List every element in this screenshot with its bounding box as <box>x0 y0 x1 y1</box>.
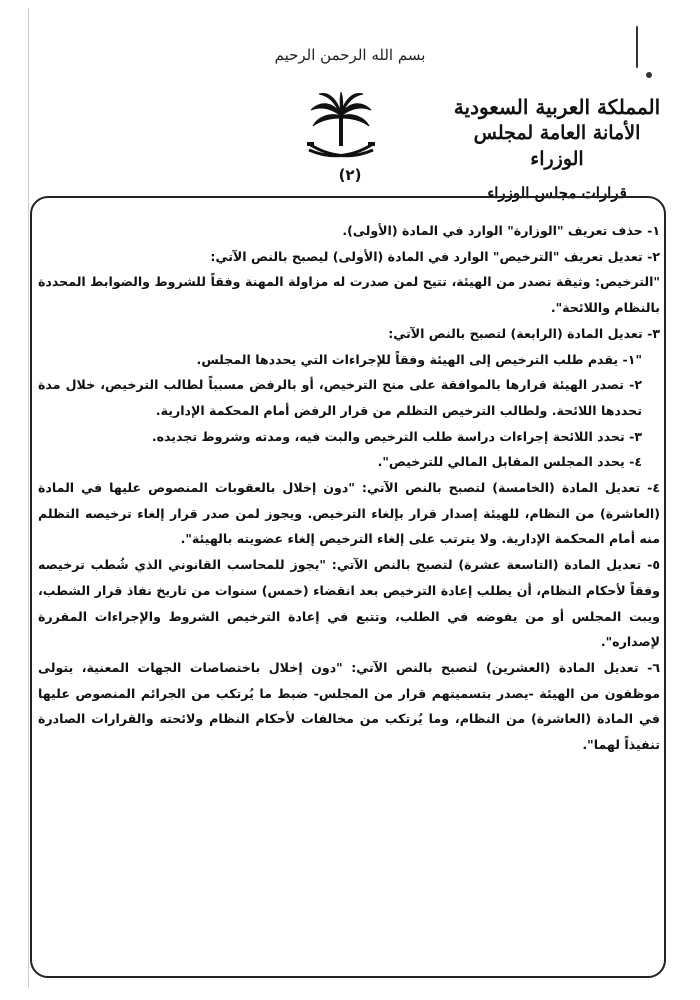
secretariat-title: الأمانة العامة لمجلس الوزراء <box>473 122 641 170</box>
basmala: بسم الله الرحمن الرحيم <box>274 46 426 64</box>
item-4: ٤- تعديل المادة (الخامسة) لتصبح بالنص الآتي: "دون إخلال بالعقوبات المنصوص عليها في المادة (العاشرة) من النظام، للهيئة إصدار قرار بإلغاء الترخيص. ويجوز لمن صدر قرار إلغاء ترخيصه التظلم منه أمام المحكمة الإدارية. ولا يترتب على إلغاء الترخيص إلغاء عضويته بالهيئة". <box>38 480 660 547</box>
page-left-edge <box>28 8 29 988</box>
decisions-title: قرارات مجلس الوزراء <box>487 184 627 202</box>
item-6: ٦- تعديل المادة (العشرين) لتصبح بالنص الآتي: "دون إخلال باختصاصات الجهات المعنية، يتولى موظفون من الهيئة -يصدر بتسميتهم قرار من المجلس- ضبط ما يُرتكب من الجرائم المنصوص عليها في المادة (العاشرة) من النظام، وما يُرتكب من مخالفات لأحكام النظام ولائحته والقرارات الصادرة تنفيذاً لهما". <box>38 659 660 753</box>
item-2-text: "الترخيص: وثيقة تصدر من الهيئة، تتيح لمن صدرت له مزاولة المهنة وفقاً للشروط والضوابط المحددة بالنظام واللائحة". <box>38 274 660 316</box>
kingdom-title: المملكة العربية السعودية <box>453 95 661 119</box>
decision-body <box>38 218 660 758</box>
palm-swords-emblem-icon <box>305 92 377 170</box>
item-3-sub-4: ٤- يحدد المجلس المقابل المالي للترخيص". <box>377 454 642 470</box>
item-3-sub-1: "١- يقدم طلب الترخيص إلى الهيئة وفقاً للإجراءات التي يحددها المجلس. <box>196 351 642 367</box>
page-number: (٢) <box>338 166 362 184</box>
item-3-sub-2: ٢- تصدر الهيئة قرارها بالموافقة على منح الترخيص، أو بالرفض مسبباً لطالب الترخيص، خلال مدة تحددها اللائحة. ولطالب الترخيص التظلم من قرار الرفض أمام المحكمة الإدارية. <box>38 377 642 418</box>
item-5: ٥- تعديل المادة (التاسعة عشرة) لتصبح بالنص الآتي: "يجوز للمحاسب القانوني الذي شُطب ترخيصه وفقاً لأحكام النظام، أن يطلب إعادة الترخيص بعد انقضاء (خمس) سنوات من تاريخ نفاذ قرار الشطب، ويبت المجلس أو من يفوضه في الطلب، وتتبع في إعادة الترخيص الشروط والإجراءات المقررة لإصداره". <box>38 557 660 650</box>
letterhead <box>452 94 662 204</box>
margin-dot <box>646 72 652 78</box>
item-3-sub-3: ٣- تحدد اللائحة إجراءات دراسة طلب الترخيص والبت فيه، ومدته وشروط تجديده. <box>151 428 642 444</box>
item-2: ٢- تعديل تعريف "الترخيص" الوارد في المادة (الأولى) ليصبح بالنص الآتي: <box>210 248 660 264</box>
item-3: ٣- تعديل المادة (الرابعة) لتصبح بالنص الآتي: <box>388 325 660 341</box>
item-1: ١- حذف تعريف "الوزارة" الوارد في المادة (الأولى). <box>342 223 660 238</box>
